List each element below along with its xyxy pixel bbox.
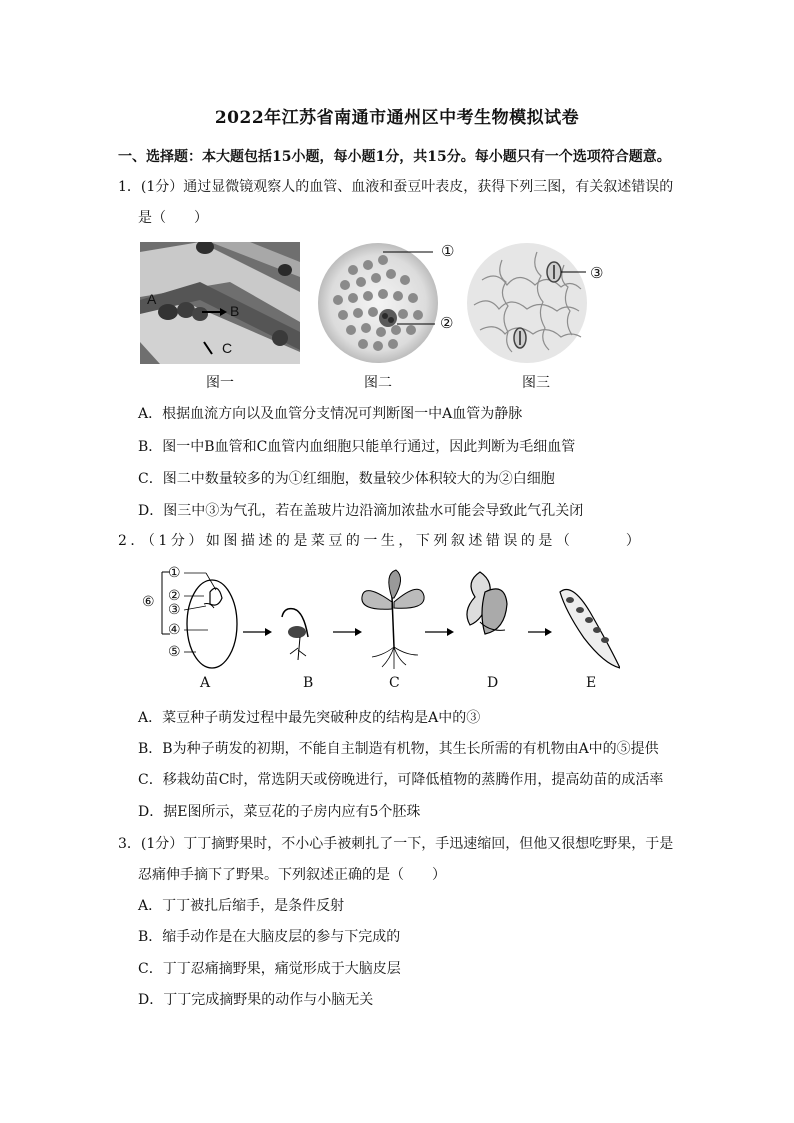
- seed-label-5: ⑤: [168, 644, 181, 660]
- seed-label-4: ④: [168, 622, 181, 638]
- q3-option-c[interactable]: C．丁丁忍痛摘野果，痛觉形成于大脑皮层: [138, 961, 401, 977]
- stage-label-e: E: [586, 675, 597, 691]
- seed-label-3: ③: [168, 602, 181, 618]
- fig1-label-a: A: [147, 291, 157, 307]
- q3-stem-line2: 忍痛伸手摘下了野果。下列叙述正确的是（ ）: [138, 867, 446, 883]
- seed-label-6: ⑥: [142, 594, 155, 610]
- q1-option-c[interactable]: C．图二中数量较多的为①红细胞，数量较少体积较大的为②白细胞: [138, 471, 555, 487]
- q2-option-c[interactable]: C．移栽幼苗C时，常选阴天或傍晚进行，可降低植物的蒸腾作用，提高幼苗的成活率: [138, 772, 664, 788]
- q1-stem-line2: 是（ ）: [138, 210, 208, 226]
- q3-option-a[interactable]: A．丁丁被扎后缩手，是条件反射: [138, 898, 345, 914]
- section-heading: 一、选择题：本大题包括15小题，每小题1分，共15分。每小题只有一个选项符合题意。: [118, 149, 671, 165]
- fig1-label-c: C: [222, 340, 233, 356]
- fig2-label-2: ②: [440, 314, 454, 332]
- q1-figure-2-blood-smear: [313, 240, 443, 370]
- q1-figure-1-micrograph: [140, 242, 300, 368]
- q1-stem-line1: 1．(1分）通过显微镜观察人的血管、血液和蚕豆叶表皮，获得下列三图，有关叙述错误的: [118, 179, 674, 195]
- q2-option-d[interactable]: D．据E图所示，菜豆花的子房内应有5个胚珠: [138, 804, 421, 820]
- q1-option-b[interactable]: B．图一中B血管和C血管内血细胞只能单行通过，因此判断为毛细血管: [138, 439, 576, 455]
- fig2-label-1: ①: [441, 242, 455, 260]
- stage-label-b: B: [303, 675, 314, 691]
- q1-figure-3-leaf-epidermis: [462, 240, 592, 370]
- fig3-label-3: ③: [590, 264, 604, 282]
- q2-option-a[interactable]: A．菜豆种子萌发过程中最先突破种皮的结构是A中的③: [138, 710, 481, 726]
- fig1-caption: 图一: [206, 375, 234, 391]
- seed-label-1: ①: [168, 565, 181, 581]
- page-title: 2022年江苏省南通市通州区中考生物模拟试卷: [214, 108, 580, 128]
- fig2-caption: 图二: [364, 375, 392, 391]
- q2-stem: 2．（1分）如图描述的是菜豆的一生，下列叙述错误的是（ ）: [118, 533, 644, 549]
- fig1-label-b: B: [230, 303, 240, 319]
- stage-label-a: A: [200, 675, 211, 691]
- q2-option-b[interactable]: B．B为种子萌发的初期，不能自主制造有机物，其生长所需的有机物由A中的⑤提供: [138, 741, 659, 757]
- fig3-caption: 图三: [522, 375, 550, 391]
- q1-option-a[interactable]: A．根据血流方向以及血管分支情况可判断图一中A血管为静脉: [138, 406, 523, 422]
- q3-stem-line1: 3．(1分）丁丁摘野果时，不小心手被刺扎了一下，手迅速缩回，但他又很想吃野果，于是: [118, 836, 674, 852]
- q3-option-b[interactable]: B．缩手动作是在大脑皮层的参与下完成的: [138, 929, 401, 945]
- stage-label-d: D: [487, 675, 499, 691]
- seed-label-2: ②: [168, 588, 181, 604]
- q2-figure-bean-lifecycle: [140, 562, 620, 676]
- q3-option-d[interactable]: D．丁丁完成摘野果的动作与小脑无关: [138, 992, 374, 1008]
- stage-label-c: C: [389, 675, 400, 691]
- q1-option-d[interactable]: D．图三中③为气孔，若在盖玻片边沿滴加浓盐水可能会导致此气孔关闭: [138, 503, 584, 519]
